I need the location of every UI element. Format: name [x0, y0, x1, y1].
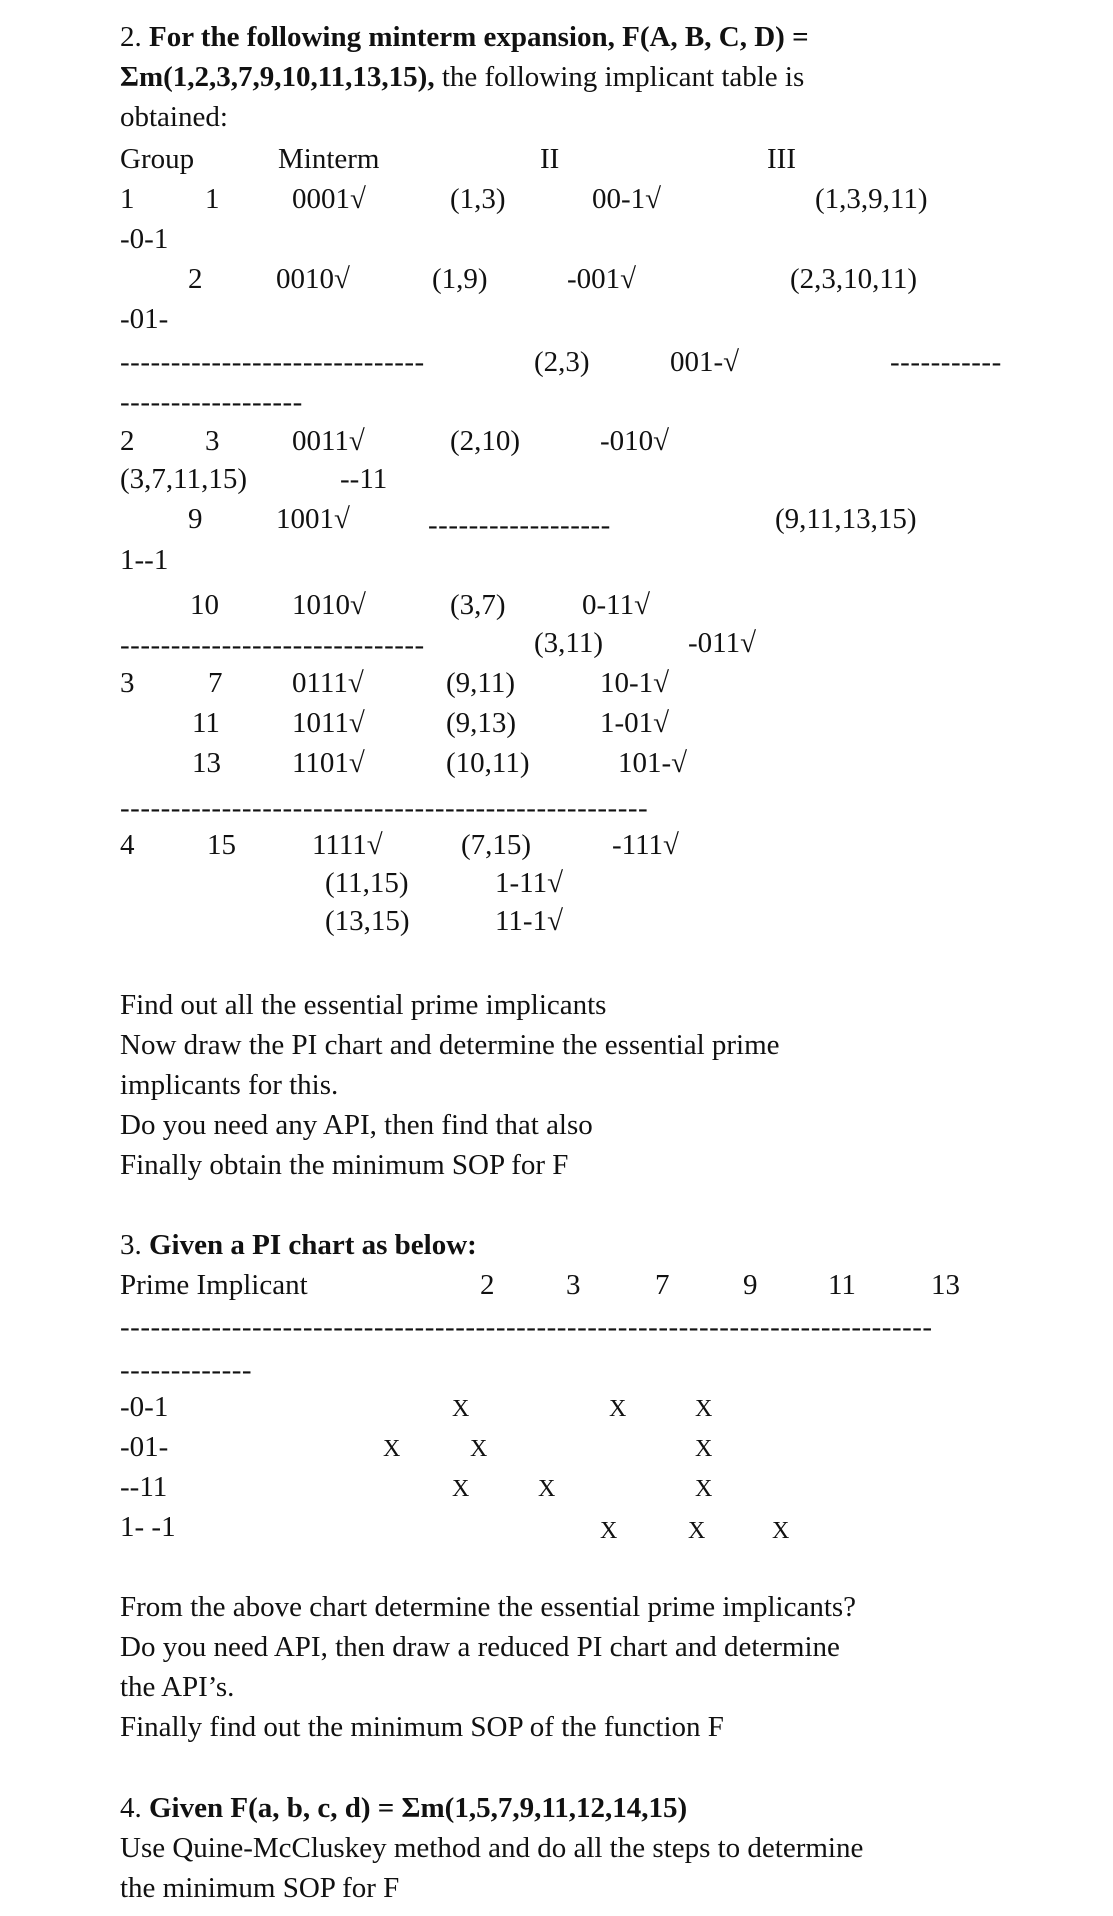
table-cell: (7,15)	[461, 829, 532, 861]
table-cell: -011√	[688, 627, 756, 659]
q2-task: Now draw the PI chart and determine the essential prime	[120, 1029, 780, 1061]
table-cell: 3	[120, 667, 135, 699]
pi-chart-mark: X	[600, 1518, 618, 1544]
pi-chart-column: 13	[931, 1269, 960, 1301]
table-cell: 3	[205, 425, 220, 457]
q3-task: Do you need API, then draw a reduced PI chart and determine	[120, 1631, 840, 1663]
q2-line1	[120, 20, 809, 54]
pi-chart-row-label: 1- -1	[120, 1511, 176, 1543]
table-cell: 1	[205, 183, 220, 215]
table-cell: -111√	[612, 829, 679, 861]
table-cell: 2	[188, 263, 203, 295]
header-minterm: Minterm	[278, 143, 380, 175]
table-cell: -001√	[567, 263, 637, 295]
table-cell: (2,3)	[534, 346, 590, 378]
q4-number: 4.	[120, 1792, 142, 1824]
table-cell: 1--1	[120, 544, 169, 576]
header-col3: III	[767, 143, 796, 175]
table-cell: (3,7)	[450, 589, 506, 621]
q2-task: implicants for this.	[120, 1069, 339, 1101]
q3-task: Finally find out the minimum SOP of the function F	[120, 1711, 724, 1743]
pi-chart-mark: X	[452, 1476, 470, 1502]
divider: ------------------------------	[120, 629, 425, 661]
table-cell: 1001√	[276, 503, 350, 535]
table-cell: -01-	[120, 303, 169, 335]
table-cell: -0-1	[120, 223, 169, 255]
table-cell: 13	[192, 747, 221, 779]
pi-chart-mark: X	[695, 1476, 713, 1502]
pi-chart-row-label: -0-1	[120, 1391, 169, 1423]
q4-task: the minimum SOP for F	[120, 1872, 400, 1904]
table-cell: 0010√	[276, 263, 350, 295]
pi-chart-mark: X	[772, 1518, 790, 1544]
divider: ------------------------------	[120, 346, 425, 378]
header-col2: II	[540, 143, 560, 175]
divider: ----------------------------------------------------	[120, 792, 649, 824]
q4-heading	[120, 1791, 687, 1825]
table-cell: 1101√	[292, 747, 365, 779]
pi-chart-row-label: -01-	[120, 1431, 169, 1463]
pi-chart-column: 3	[566, 1269, 581, 1301]
table-cell: (3,11)	[534, 627, 603, 659]
table-cell: 0001√	[292, 183, 366, 215]
table-cell: 9	[188, 503, 203, 535]
q2-number: 2.	[120, 21, 142, 53]
pi-chart-mark: X	[470, 1436, 488, 1462]
table-cell: 101-√	[618, 747, 688, 779]
pi-chart-column: 7	[655, 1269, 670, 1301]
q3-task: the API’s.	[120, 1671, 235, 1703]
table-cell: 1010√	[292, 589, 366, 621]
header-group: Group	[120, 143, 195, 175]
table-cell: 15	[207, 829, 236, 861]
q2-line2	[120, 60, 804, 94]
table-cell: (10,11)	[446, 747, 530, 779]
table-cell: 001-√	[670, 346, 740, 378]
table-cell: (1,9)	[432, 263, 488, 295]
divider: ------------------	[120, 386, 303, 418]
q3-heading	[120, 1228, 477, 1262]
pi-chart-mark: X	[383, 1436, 401, 1462]
q2-task: Do you need any API, then find that also	[120, 1109, 593, 1141]
table-cell: (13,15)	[325, 905, 410, 937]
q2-line2-rest: the following implicant table is	[434, 61, 805, 93]
table-cell: 1	[120, 183, 135, 215]
table-cell: (9,11,13,15)	[775, 503, 917, 535]
table-cell: 0111√	[292, 667, 364, 699]
table-cell: (1,3)	[450, 183, 506, 215]
table-cell: 1-01√	[600, 707, 670, 739]
pi-chart-mark: X	[538, 1476, 556, 1502]
pi-chart-row-label: --11	[120, 1471, 168, 1503]
divider: -----------	[890, 346, 1002, 378]
q3-title: Given a PI chart as below:	[149, 1229, 477, 1261]
table-cell: 0011√	[292, 425, 365, 457]
table-cell: 10-1√	[600, 667, 670, 699]
table-cell: 4	[120, 829, 135, 861]
table-cell: (9,13)	[446, 707, 517, 739]
table-cell: (3,7,11,15)	[120, 463, 247, 495]
table-cell: 2	[120, 425, 135, 457]
q2-bold-line1: For the following minterm expansion, F(A, B, C, D) =	[149, 21, 809, 53]
table-cell: (11,15)	[325, 867, 409, 899]
pi-chart-header-label: Prime Implicant	[120, 1269, 308, 1301]
q2-task: Finally obtain the minimum SOP for F	[120, 1149, 569, 1181]
table-cell: 1011√	[292, 707, 365, 739]
table-cell: (2,10)	[450, 425, 521, 457]
table-cell: 10	[190, 589, 219, 621]
q3-task: From the above chart determine the essential prime implicants?	[120, 1591, 857, 1623]
q2-line3: obtained:	[120, 101, 228, 133]
table-cell: 0-11√	[582, 589, 650, 621]
pi-chart-column: 9	[743, 1269, 758, 1301]
table-cell: 00-1√	[592, 183, 662, 215]
table-cell: (1,3,9,11)	[815, 183, 928, 215]
table-cell: 7	[208, 667, 223, 699]
pi-chart-mark: X	[695, 1396, 713, 1422]
table-cell: 11-1√	[495, 905, 563, 937]
pi-chart-column: 2	[480, 1269, 495, 1301]
q4-title: Given F(a, b, c, d) = Σm(1,5,7,9,11,12,14,15)	[149, 1792, 688, 1824]
divider: --------------------------------------------------------------------------------	[120, 1311, 933, 1343]
q2-bold-line2: Σm(1,2,3,7,9,10,11,13,15),	[120, 61, 435, 93]
q4-task: Use Quine-McCluskey method and do all the steps to determine	[120, 1832, 864, 1864]
table-cell: -010√	[600, 425, 670, 457]
table-cell: (9,11)	[446, 667, 515, 699]
table-cell: (2,3,10,11)	[790, 263, 917, 295]
pi-chart-column: 11	[828, 1269, 856, 1301]
q3-number: 3.	[120, 1229, 142, 1261]
pi-chart-mark: X	[609, 1396, 627, 1422]
table-cell: --11	[340, 463, 388, 495]
table-cell: 1-11√	[495, 867, 563, 899]
pi-chart-mark: X	[688, 1518, 706, 1544]
divider: ------------------	[428, 509, 611, 541]
q2-task: Find out all the essential prime implicants	[120, 989, 607, 1021]
pi-chart-mark: X	[452, 1396, 470, 1422]
divider: -------------	[120, 1354, 253, 1386]
table-cell: 11	[192, 707, 220, 739]
pi-chart-mark: X	[695, 1436, 713, 1462]
table-cell: 1111√	[312, 829, 383, 861]
